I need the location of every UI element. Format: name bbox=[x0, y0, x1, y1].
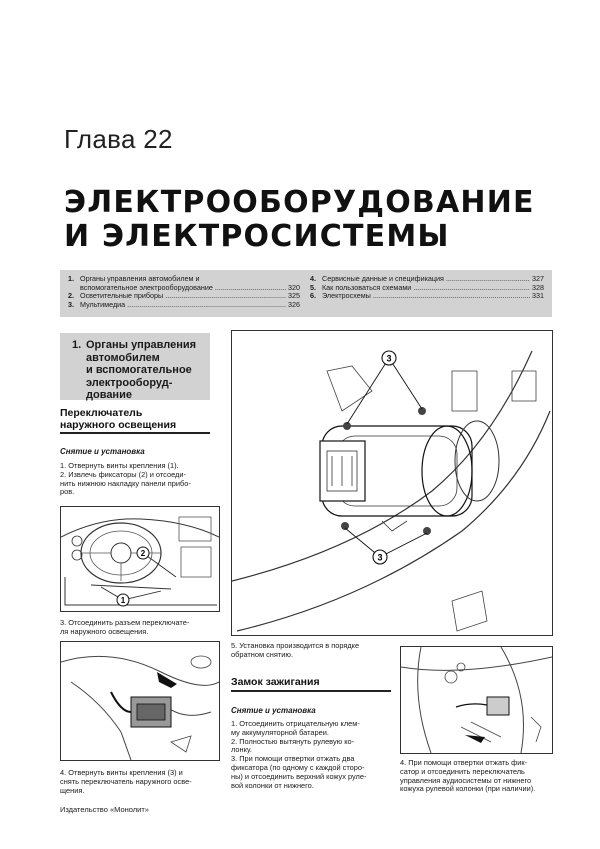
ignition-removal-heading: Снятие и установка bbox=[231, 706, 316, 715]
title-line-2: И ЭЛЕКТРОСИСТЕМЫ bbox=[64, 219, 450, 254]
figure-dash-panel bbox=[60, 506, 220, 612]
heading-underline bbox=[60, 432, 210, 434]
chapter-label: Глава 22 bbox=[64, 124, 173, 154]
toc-item[interactable]: 2. Осветительные приборы ..... 325 bbox=[68, 292, 300, 301]
toc-item[interactable]: 5. Как пользоваться схемами ..... 328 bbox=[310, 284, 544, 293]
steps-1-2: 1. Отвернуть винты крепления (1). 2. Извлечь фиксаторы (2) и отсоеди- нить нижнюю накладку панели прибо- ров. bbox=[60, 461, 191, 497]
toc-item[interactable]: 3. Мультимедиа ..... 326 bbox=[68, 301, 300, 310]
callout-label: 3 bbox=[386, 353, 392, 364]
section-title: Органы управления автомобилем и вспомогательное электрооборуд- дование bbox=[86, 339, 197, 401]
callout-label: 2 bbox=[140, 549, 146, 558]
title-line-1: ЭЛЕКТРООБОРУДОВАНИЕ bbox=[64, 185, 535, 220]
callout-label: 3 bbox=[377, 552, 383, 563]
figure-switch-removal bbox=[231, 330, 553, 636]
connector-drawing bbox=[61, 642, 219, 760]
ignition-heading: Замок зажигания bbox=[231, 676, 320, 688]
toc-right-column bbox=[310, 275, 544, 301]
section-heading bbox=[60, 333, 210, 400]
step-4-right: 4. При помощи отвертки отжать фик- сатор и отсоединить переключатель управления аудиосистемы от нижнего кожуха рулевой колонки (при наличии). bbox=[400, 758, 536, 794]
main-title bbox=[64, 186, 535, 254]
toc-item[interactable]: 1. Органы управления автомобилем и bbox=[68, 274, 200, 283]
toc-left-column bbox=[68, 275, 300, 309]
step-5: 5. Установка производится в порядке обратном снятию. bbox=[231, 641, 360, 659]
publisher-footer: Издательство «Монолит» bbox=[60, 805, 149, 814]
callout-label: 1 bbox=[120, 596, 126, 605]
step-3: 3. Отсоединить разъем переключате- ля наружного освещения. bbox=[60, 618, 190, 636]
toc-item-continued[interactable]: вспомогательное электрооборудование ..... 320 bbox=[68, 284, 300, 293]
removal-heading: Снятие и установка bbox=[60, 447, 145, 456]
audio-control-drawing bbox=[401, 647, 552, 753]
switch-heading: Переключатель наружного освещения bbox=[60, 407, 177, 431]
table-of-contents bbox=[60, 270, 552, 317]
switch-removal-drawing bbox=[232, 331, 552, 635]
ignition-steps: 1. Отсоединить отрицательную клем- му аккумуляторной батареи. 2. Полностью вытянуть рулевую ко- лонку. 3. При помощи отвертки отжать два фиксатора (по одному с каждой сторо- ны) и отсоединить верхний кожух руле- вой колонки от нижнего. bbox=[231, 719, 367, 790]
toc-item[interactable]: 6. Электросхемы ..... 331 bbox=[310, 292, 544, 301]
figure-audio-control bbox=[400, 646, 553, 754]
toc-item[interactable]: 4. Сервисные данные и спецификация ..... 327 bbox=[310, 275, 544, 284]
section-number: 1. bbox=[72, 339, 82, 351]
figure-connector bbox=[60, 641, 220, 761]
heading-underline bbox=[231, 690, 391, 692]
dash-panel-drawing bbox=[61, 507, 219, 611]
step-4-left: 4. Отвернуть винты крепления (3) и снять переключатель наружного осве- щения. bbox=[60, 768, 192, 795]
